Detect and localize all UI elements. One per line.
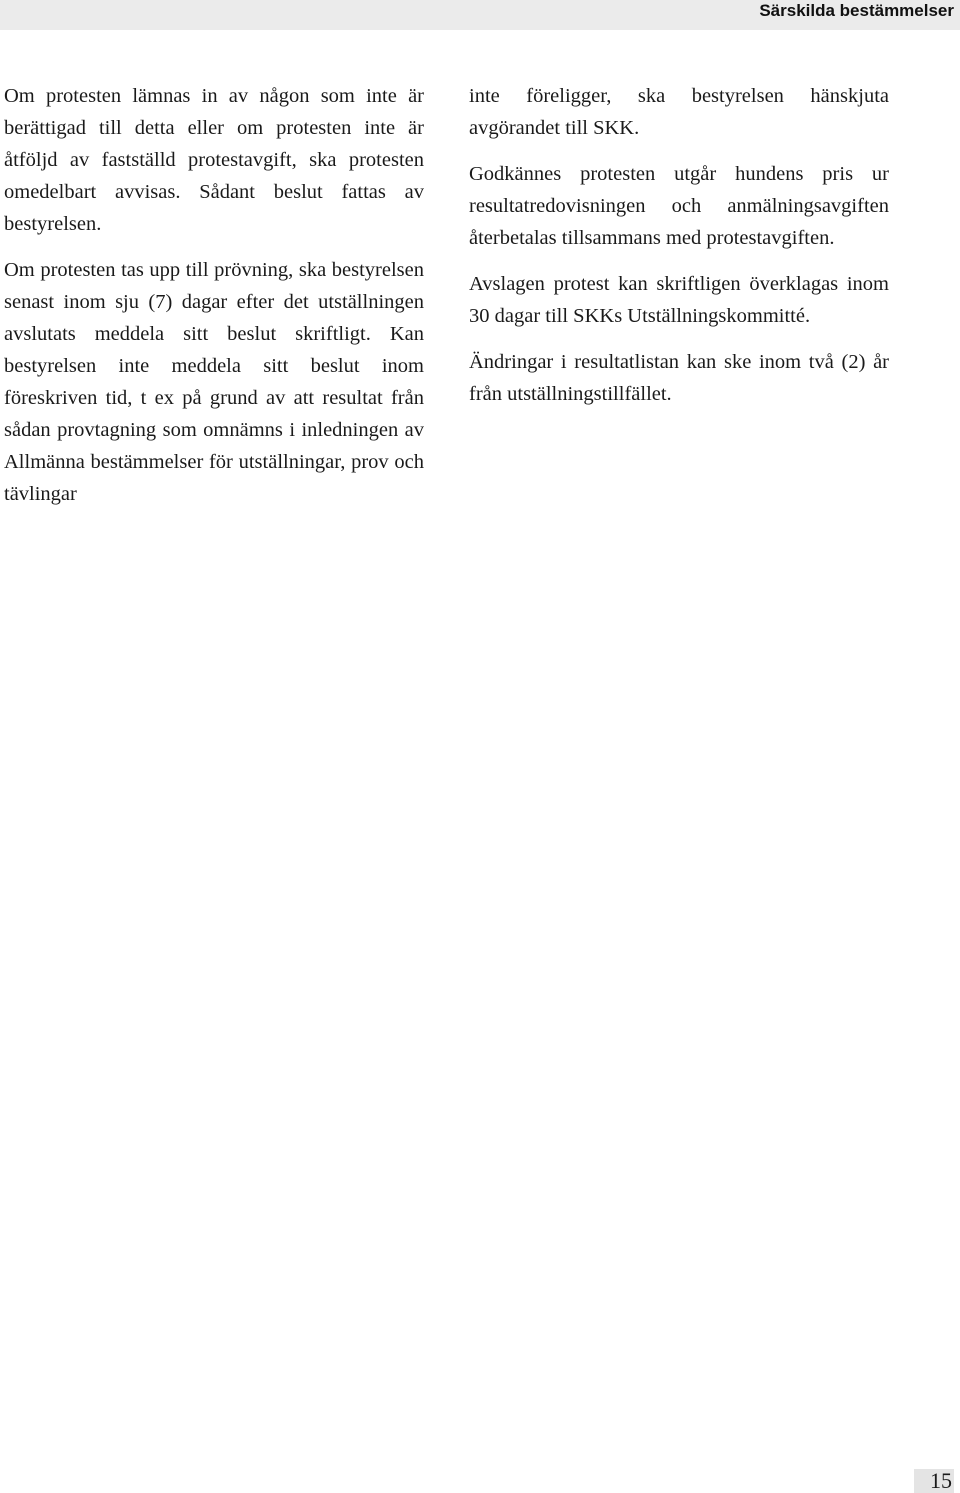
paragraph: Om protesten tas upp till prövning, ska bestyrelsen senast inom sju (7) dagar efter det utställningen avslutats meddela sitt beslut skriftligt. Kan bestyrelsen inte meddela sitt beslut inom föreskriven tid, t ex på grund av att resultat från sådan provtagning som omnämns i inledningen av Allmänna bestämmelser för utställningar, prov och tävlingar [4, 259, 424, 505]
right-column [469, 80, 889, 424]
paragraph: Avslagen protest kan skriftligen överklagas inom 30 dagar till SKKs Utställningskommitté. [469, 273, 889, 327]
section-title: Särskilda bestämmelser [759, 1, 954, 20]
page-number-text: 15 [930, 1468, 952, 1493]
paragraph: Ändringar i resultatlistan kan ske inom två (2) år från utställningstillfället. [469, 351, 889, 405]
running-header [0, 0, 960, 30]
left-column [4, 80, 424, 524]
paragraph: Godkännes protesten utgår hundens pris ur resultatredovisningen och anmälningsavgiften återbetalas tillsammans med protestavgiften. [469, 163, 889, 249]
paragraph: inte föreligger, ska bestyrelsen hänskjuta avgörandet till SKK. [469, 85, 889, 139]
page-number [914, 1469, 954, 1493]
paragraph: Om protesten lämnas in av någon som inte är berättigad till detta eller om protesten inte är åtföljd av fastställd protestavgift, ska protesten omedelbart avvisas. Sådant beslut fattas av bestyrelsen. [4, 85, 424, 235]
